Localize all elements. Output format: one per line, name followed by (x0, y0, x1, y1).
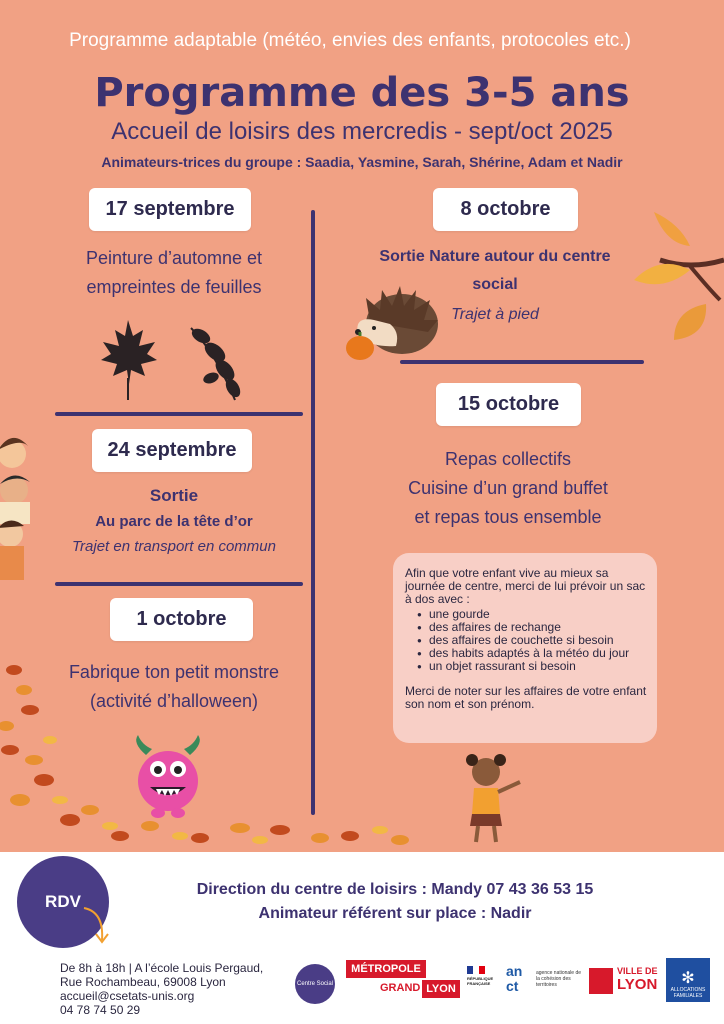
list-item: ● des habits adaptés à la météo du jour (417, 647, 647, 660)
session-1oct-line2: (activité d’halloween) (89, 691, 259, 711)
session-8oct-title2: social (472, 276, 518, 293)
date-24-septembre: 24 septembre (92, 429, 252, 472)
divider-left-2 (55, 582, 303, 586)
list-item: ● des affaires de couchette si besoin (417, 634, 647, 647)
contact-line: De 8h à 18h | A l’école Louis Pergaud, (60, 961, 264, 975)
caf-icon: ✻ (681, 970, 695, 987)
session-24-title: Sortie (149, 486, 199, 505)
session-24-note: Trajet en transport en commun (72, 538, 276, 555)
session-17-line1: Peinture d’automne et (85, 248, 263, 268)
session-15oct-line3: et repas tous ensemble (414, 507, 602, 527)
session-17-line2: empreintes de feuilles (86, 277, 262, 297)
info-outro: Merci de noter sur les affaires de votre enfant son nom et son prénom. (405, 684, 647, 711)
republique-logo: RÉPUBLIQUE FRANÇAISE (467, 966, 501, 1002)
referent-line: Animateur référent sur place : Nadir (258, 905, 532, 922)
date-8-octobre: 8 octobre (433, 188, 578, 231)
session-15oct-line1: Repas collectifs (444, 449, 572, 469)
oak-leaf-icon (185, 322, 247, 406)
autumn-leaves-decoration (630, 210, 724, 380)
contact-line: 04 78 74 50 29 (60, 1003, 141, 1017)
list-item: ● une gourde (417, 608, 647, 621)
maple-leaf-icon (97, 318, 159, 402)
fallen-leaves-decoration (0, 650, 430, 852)
page-subtitle: Accueil de loisirs des mercredis - sept/oct 2025 (111, 118, 613, 145)
metropole-logo: MÉTROPOLE GRAND LYON (346, 960, 460, 998)
children-illustration (0, 428, 52, 582)
session-8oct-note: Trajet à pied (451, 306, 539, 323)
centre-social-logo: Centre Social (295, 964, 335, 1004)
list-item: ● un objet rassurant si besoin (417, 660, 647, 673)
direction-line: Direction du centre de loisirs : Mandy 07 43 36 53 15 (196, 881, 594, 898)
contact-block (60, 961, 263, 1017)
direction-info (120, 878, 670, 926)
caf-logo: ✻ ALLOCATIONS FAMILIALES (666, 958, 710, 1002)
contact-line: accueil@csetats-unis.org (60, 989, 195, 1003)
session-15oct-line2: Cuisine d’un grand buffet (408, 478, 608, 498)
arrow-icon (80, 906, 114, 946)
date-1-octobre: 1 octobre (110, 598, 253, 641)
backpack-info-box (393, 553, 657, 743)
info-list (417, 608, 647, 673)
session-24-subtitle: Au parc de la tête d’or (95, 513, 253, 530)
date-17-septembre: 17 septembre (89, 188, 251, 231)
animators-line: Animateurs-trices du groupe : Saadia, Yasmine, Sarah, Shérine, Adam et Nadir (101, 154, 623, 170)
header-note: Programme adaptable (météo, envies des enfants, protocoles etc.) (69, 30, 631, 51)
info-intro: Afin que votre enfant vive au mieux sa journée de centre, merci de lui prévoir un sac à dos avec : (405, 566, 646, 606)
rdv-badge: RDV (17, 856, 109, 948)
session-1oct-line1: Fabrique ton petit monstre (68, 662, 280, 682)
anct-logo: an ct agence nationale de la cohésion des territoires (506, 963, 582, 994)
date-15-octobre: 15 octobre (436, 383, 581, 426)
contact-line: Rue Rochambeau, 69008 Lyon (60, 975, 226, 989)
divider-left-1 (55, 412, 303, 416)
page-title: Programme des 3-5 ans (94, 70, 630, 116)
ville-de-lyon-logo: VILLE DE LYON (589, 966, 659, 996)
hedgehog-illustration (340, 276, 440, 364)
list-item: ● des affaires de rechange (417, 621, 647, 634)
session-8oct-title1: Sortie Nature autour du centre (379, 248, 611, 265)
girl-illustration (460, 754, 530, 848)
